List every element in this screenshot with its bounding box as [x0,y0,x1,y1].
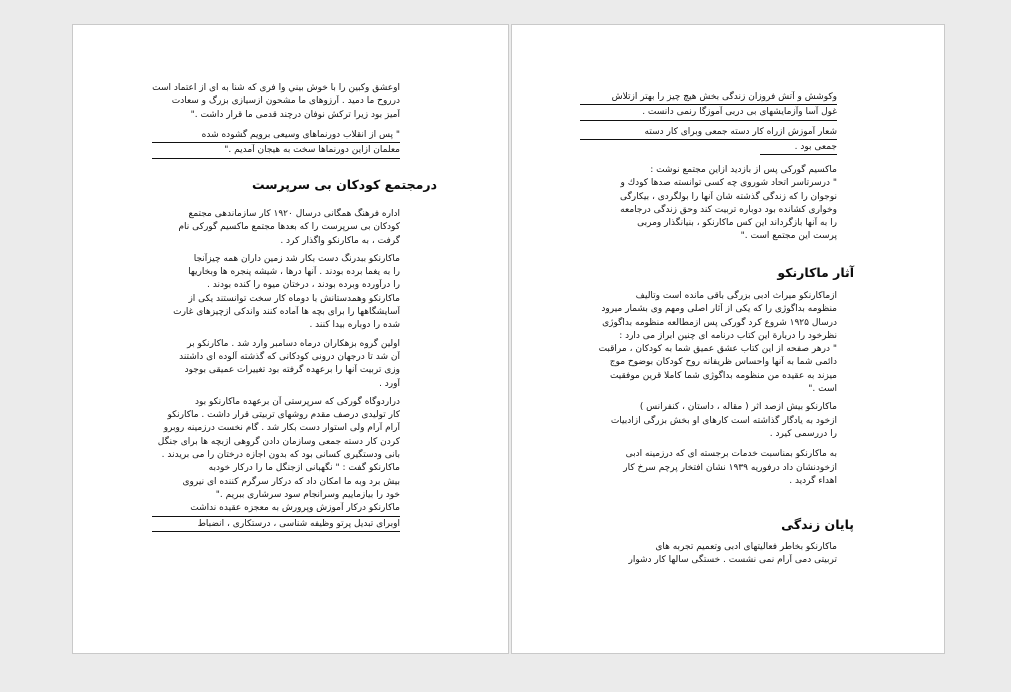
text-line: ازماكارنكو ميراث ادبى بزرگى باقى مانده است وتاليف [635,291,837,301]
paragraph [152,338,400,391]
text-line-underlined: جمعى بود . [760,141,837,155]
text-line: را درآورده وبرده بودند ، درختان ميوه را كنده بودند . [207,280,400,291]
paragraph [152,253,400,293]
text-line: آرام آرام ولى استوار دست بكار شد . گام نخست درزمينه روبرو [163,423,400,434]
text-line: وزى تربيت آنها را برعهده گرفته بود تغييرات عميقى بوجود [184,365,400,376]
text-line: بانى ودستگيرى كسانى بود كه بدون اجازه درختان را مى بريدند . [161,450,400,461]
text-line: آسايشگاهها را براى بچه ها آماده كنند واندكى ازچيزهاى غارت [173,307,400,318]
section-heading: پايان زندگى [781,517,854,532]
text-line: اهداء گرديد . [789,475,837,486]
text-line: كار توليدى درصف مقدم روشهاى تربيتى قرار داشت . ماكارنكو [167,410,400,421]
left-intro [152,82,400,122]
text-line-underlined: ماكارنكو دركار آموزش وپرورش به معجزه عقيده نداشت [152,502,400,516]
text-line: درروح ما دميد . آرزوهاى ما مشحون ازسيازى بزرگ و سعادت [171,96,400,107]
text-line: ماكارنكو بيش ازصد اثر ( مقاله ، داستان ، كنفرانس ) [639,402,837,413]
text-line: به ماكارنكو بمناسبت خدمات برجسته اى كه درزمينه ادبى [625,449,837,460]
left-body [152,208,400,532]
paragraph-underlined [152,502,400,532]
text-line: آورد . [379,378,400,389]
text-line-underlined: غول آسا وآزمايشهاى بى دربى آموزگا رنمى دانست . [580,106,837,120]
text-line: ماكسيم گوركى پس از بازديد ازاين مجتمع نوشت : [650,165,837,175]
text-line: دائمى شما به آنها واحساس ظريفانه روح كودكان بوضوح موج [609,357,837,368]
text-line: ازخودنشان داد درفوريه ۱۹۳۹ نشان افتخار پرچم سرخ كار [623,462,837,473]
paragraph [580,448,837,488]
text-line: تربيتى دمى آرام نمى نشست . خستگى سالها كار دشوار [628,555,837,566]
right-page [511,24,945,654]
text-line-underlined: " پس از انقلاب دورنماهاى وسيعى برويم گشوده شده [152,129,400,143]
paragraph [152,462,400,502]
paragraph [152,293,400,333]
text-line: شده را دوباره بيدا كنند . [309,320,400,331]
right-body-bottom [580,541,837,568]
text-line: را به آنها بازگرداند اين كس ماكارنكو ، بنيانگذار ومربى [637,218,837,229]
text-line: را دررسمى كيرد . [769,428,837,439]
text-line: خود را بيازماييم وسرانجام سود سرشارى ببريم ." [215,489,400,500]
text-line: بيش برد وبه ما امكان داد كه دركار سرگرم كننده اى نيروى [182,476,400,487]
text-line: " درهر صفحه از اين كتاب عشق عميق شما به كودكان ، مراقبت [598,344,837,355]
section-heading: درمجتمع كودكان بى سرپرست [252,177,437,192]
paragraph [580,401,837,441]
text-line: ماكارنكو وهمدستانش با دوماه كار سخت توانستند يكى از [188,293,400,304]
text-line: آميز بود زيرا تركش نوفان درچند قدمى ما قرار داشت ." [190,109,400,120]
left-page [72,24,509,654]
text-line: دراردوگاه گوركى كه سرپرستى آن برعهده ماكارنكو بود [195,396,400,407]
text-line: اوعشق وكبين را با خوش بيني وا فرى كه شنا به اى از اعتماد است [152,83,400,93]
text-line: ماكارنكو ببدرنگ دست بكار شد زمين داران همه چيزآنجا [193,253,400,264]
text-line-underlined: وكوشش و آتش فروزان زندگى بخش هيچ چيز را بهتر ازتلاش [580,91,837,105]
text-line-underlined: شعار آموزش ازراه كار دسته جمعى وبراى كار دسته [580,126,837,140]
text-line: كودكان بى سرپرست را كه بعدها مجتمع ماكسيم گوركى نام [178,222,400,233]
paragraph [580,290,837,343]
text-line: " درسرتاسر اتحاد شوروى چه كسى توانسته صدها كودك و [620,178,837,189]
text-line: گرفت ، به ماكارنكو واگذار كرد . [280,235,400,246]
text-line: اداره فرهنگ همگانى درسال ۱۹۲۰ كار سازماندهى مجتمع [188,209,400,219]
paragraph [152,396,400,462]
text-line: كردن كار دسته جمعى وسازمان دادن گروهى ازبچه ها براى جنگل [157,436,400,447]
text-line: اولين گروه بزهكاران درماه دسامبر وارد شد . ماكارنكو بر [187,338,400,349]
text-line: ماكارنكو بخاطر فعاليتهاى ادبى وتعميم تجربه هاى [655,542,837,552]
text-line: ميزند به عقيده من منظومه بداگوژى شما كاملا قرين موفقيت [609,370,837,381]
text-line: منظومه بداگوژى را كه يكى از آثار اصلى ومهم وى بشمار ميرود [601,304,837,315]
paragraph [152,208,400,248]
text-line: پرست اين مجتمع است ." [740,231,837,242]
text-line: وخوارى كشانده بود دوباره تربيت كند وحق زندگى درجامعه [620,204,837,215]
text-line: نظرخود را دربارة اين كتاب درنامه اى چنين ابراز مى دارد : [619,330,837,341]
text-line: را به يغما برده بودند . آنها درها ، شيشه پنجره ها وبخاريها [188,267,400,278]
left-intro-underlined [152,129,400,159]
paragraph [580,343,837,396]
text-line: درسال ۱۹۲۵ شروع كرد گوركى پس ازمطالعه منظومه بداگوژى [602,317,837,328]
text-line: نوجوان را كه زندگى گذشته شان آنها را بولگردى ، بيكارگى [620,191,837,202]
right-body-middle [580,290,837,488]
text-line: آن شد تا درجهان درونى كودكانى كه گذشته آلوده اى داشتند [179,351,400,362]
text-line: ازخود به يادگار گذاشته است كارهاى او بخش بزرگى ازادبيات [610,415,837,426]
text-line-underlined: معلمان ازاين دورنماها سخت به هيجان آمديم ." [152,144,400,158]
right-body-top [580,164,837,244]
text-line-underlined: اوبراى تبديل پرتو وظيفه شناسى ، درستكارى ، انضباط [152,518,400,532]
text-line: ماكارنكو گفت : " نگهبانى ازجنگل ما را دركار خودبه [208,463,400,474]
section-heading: آثار ماكارنكو [777,265,854,280]
text-line: است ." [808,384,837,395]
right-intro-underlined [580,91,837,155]
